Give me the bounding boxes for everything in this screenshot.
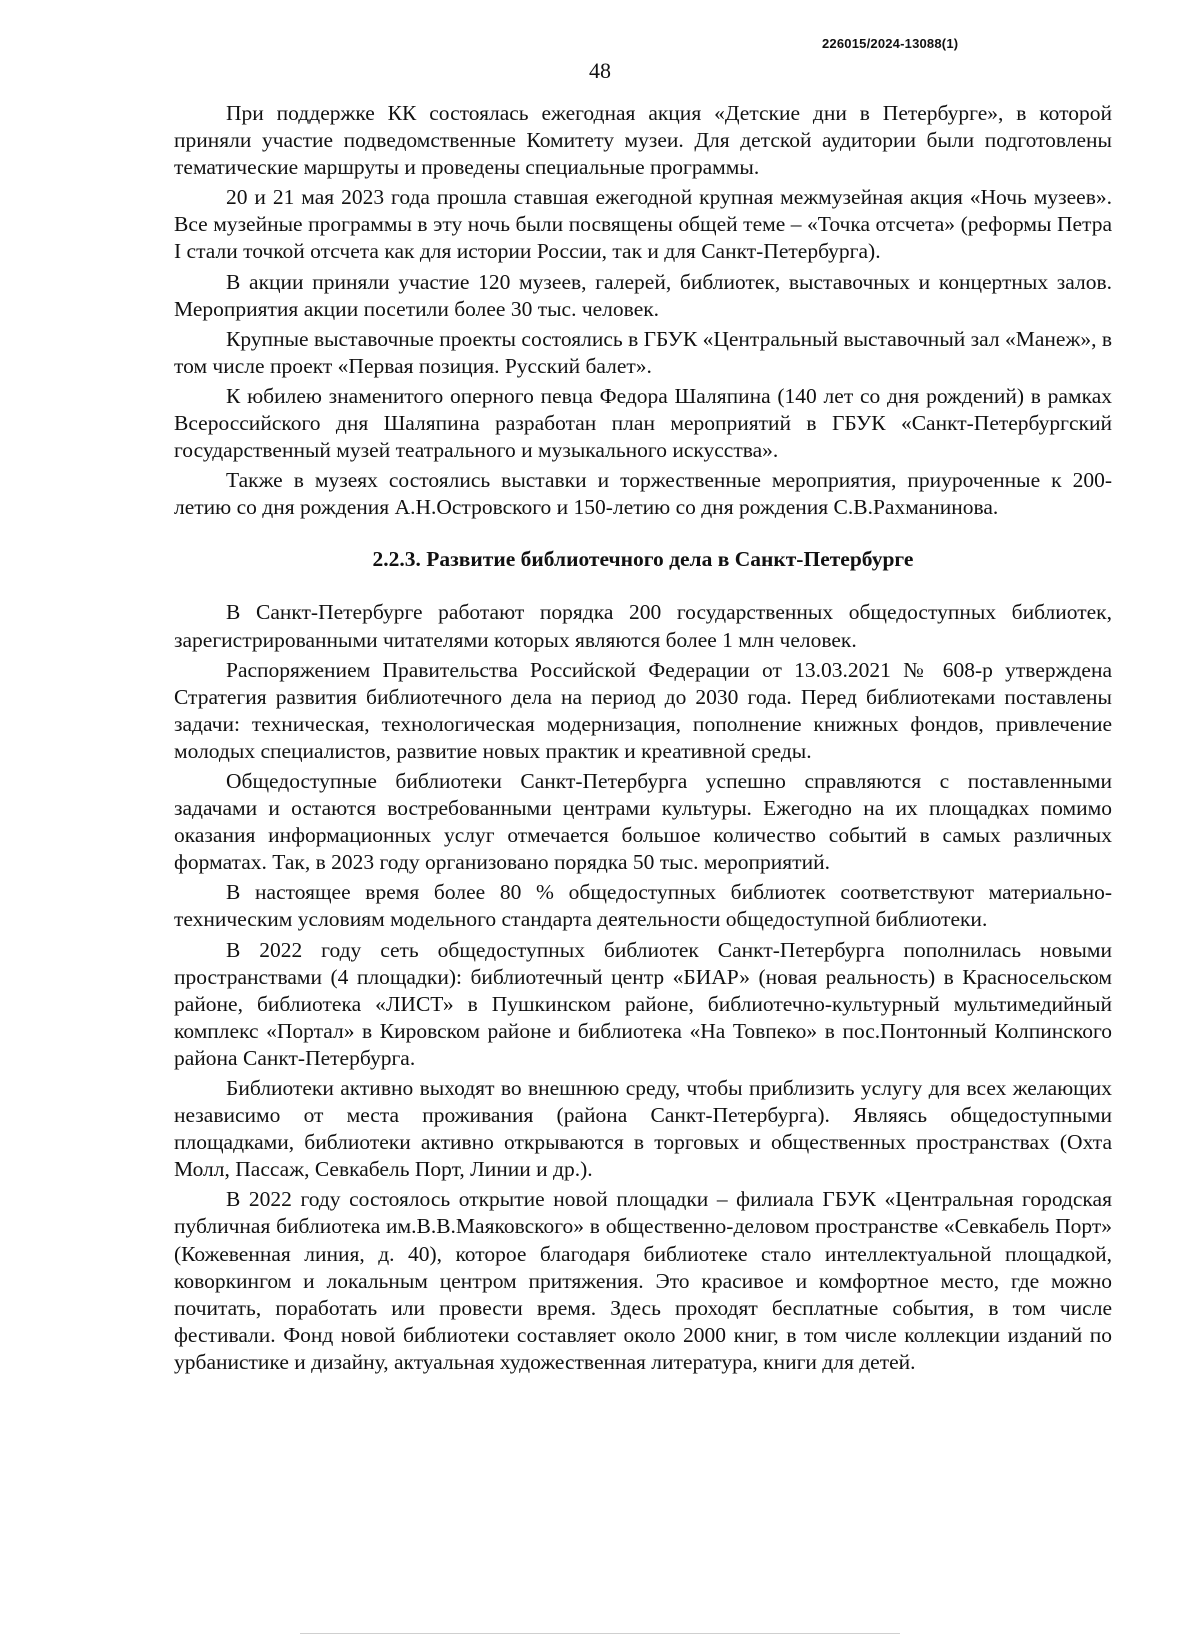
paragraph-libraries-count: В Санкт-Петербурге работают порядка 200 государственных общедоступных библиотек, зарегистрированными читателями которых являются более 1 млн человек.: [174, 600, 1112, 652]
page-number: 48: [589, 58, 611, 83]
scan-edge-line: [300, 1633, 900, 1634]
paragraph-library-strategy: Распоряжением Правительства Российской Федерации от 13.03.2021 № 608-р утверждена Стратегия развития библиотечного дела на период до 2030 года. Перед библиотеками поставлены задачи: техническая, технологическая модернизация, пополнение книжных фондов, привлечение молодых специалистов, развитие новых практик и креативной среды.: [174, 657, 1112, 763]
paragraph-sevkabel-branch: В 2022 году состоялось открытие новой площадки – филиала ГБУК «Центральная городская публичная библиотека им.В.В.Маяковского» в общественно-деловом пространстве «Севкабель Порт» (Кожевенная линия, д. 40), которое благодаря библиотеке стало интеллектуальной площадкой, коворкингом и локальным центром притяжения. Это красивое и комфортное место, где можно почитать, поработать или провести время. Здесь проходят бесплатные события, в том числе фестивали. Фонд новой библиотеки составляет около 2000 книг, в том числе коллекции изданий по урбанистике и дизайну, актуальная художественная литература, книги для детей.: [174, 1187, 1112, 1374]
paragraph-external-environment: Библиотеки активно выходят во внешнюю среду, чтобы приблизить услугу для всех желающих независимо от места проживания (района Санкт-Петербурга). Являясь общедоступными площадками, библиотеки активно открываются в торговых и общественных пространствах (Охта Молл, Пассаж, Севкабель Порт, Линии и др.).: [174, 1076, 1112, 1182]
paragraph-new-spaces-2022: В 2022 году сеть общедоступных библиотек Санкт-Петербурга пополнилась новыми пространствами (4 площадки): библиотечный центр «БИАР» (новая реальность) в Красносельском районе, библиотека «ЛИСТ» в Пушкинском районе, библиотечно-культурный мультимедийный комплекс «Портал» в Кировском районе и библиотека «На Товпеко» в пос.Понтонный Колпинского района Санкт-Петербурга.: [174, 937, 1112, 1070]
page-body: [174, 100, 1112, 1376]
paragraph-museum-night: 20 и 21 мая 2023 года прошла ставшая ежегодной крупная межмузейная акция «Ночь музеев». Все музейные программы в эту ночь были посвящены общей теме – «Точка отсчета» (реформы Петра I стали точкой отсчета как для истории России, так и для Санкт-Петербурга).: [174, 185, 1112, 264]
document-id: 226015/2024-13088(1): [822, 36, 959, 51]
paragraph-museum-night-participants: В акции приняли участие 120 музеев, галерей, библиотек, выставочных и концертных залов. Мероприятия акции посетили более 30 тыс. человек.: [174, 269, 1112, 321]
paragraph-manege-exhibitions: Крупные выставочные проекты состоялись в ГБУК «Центральный выставочный зал «Манеж», в том числе проект «Первая позиция. Русский балет».: [174, 326, 1112, 378]
paragraph-chaliapin-anniversary: К юбилею знаменитого оперного певца Федора Шаляпина (140 лет со дня рождений) в рамках Всероссийского дня Шаляпина разработан план мероприятий в ГБУК «Санкт-Петербургский государственный музей театрального и музыкального искусства».: [174, 383, 1112, 463]
section-heading: 2.2.3. Развитие библиотечного дела в Санкт-Петербурге: [372, 547, 914, 572]
paragraph-model-standard: В настоящее время более 80 % общедоступных библиотек соответствуют материально-техническим условиям модельного стандарта деятельности общедоступной библиотеки.: [174, 880, 1112, 932]
paragraph-libraries-tasks: Общедоступные библиотеки Санкт-Петербурга успешно справляются с поставленными задачами и остаются востребованными центрами культуры. Ежегодно на их площадках помимо оказания информационных услуг отмечается большое количество событий в самых различных форматах. Так, в 2023 году организовано порядка 50 тыс. мероприятий.: [174, 768, 1112, 875]
paragraph-ostrovsky-rachmaninoff: Также в музеях состоялись выставки и торжественные мероприятия, приуроченные к 200-летию со дня рождения А.Н.Островского и 150-летию со дня рождения С.В.Рахманинова.: [174, 468, 1112, 520]
paragraph-children-days: При поддержке КК состоялась ежегодная акция «Детские дни в Петербурге», в которой приняли участие подведомственные Комитету музеи. Для детской аудитории были подготовлены тематические маршруты и проведены специальные программы.: [174, 101, 1112, 180]
